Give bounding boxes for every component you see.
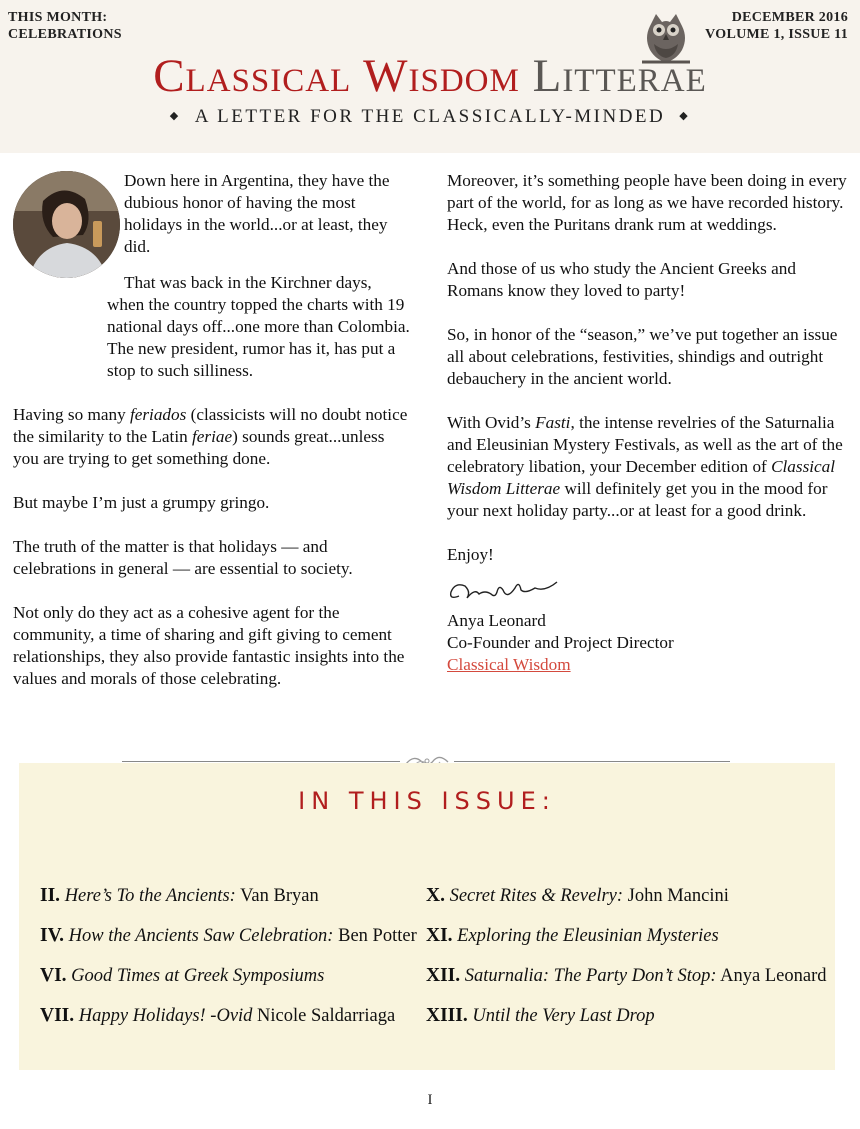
intro-paragraph xyxy=(13,170,413,382)
diamond-icon: ◆ xyxy=(169,110,181,123)
masthead-header xyxy=(0,0,860,153)
ancients-party-paragraph: And those of us who study the Ancient Greeks and Romans know they loved to party! xyxy=(447,259,796,300)
this-month-line1: THIS MONTH: xyxy=(8,10,108,25)
moreover-paragraph: Moreover, it’s something people have been doing in every part of the world, for as long as we have recorded history. Heck, even the Puritans drank rum at weddings. xyxy=(447,171,847,234)
toc-item[interactable]: XII. Saturnalia: The Party Don’t Stop: Anya Leonard xyxy=(426,965,827,986)
letter-right-column xyxy=(447,170,847,676)
masthead-title xyxy=(0,46,860,106)
feriados-term: feriados xyxy=(129,405,187,424)
diamond-icon: ◆ xyxy=(679,110,691,123)
toc-left-column xyxy=(40,876,417,1036)
this-month-label xyxy=(8,9,122,43)
in-this-issue-box xyxy=(19,763,835,1070)
tagline-text: A LETTER FOR THE CLASSICALLY-MINDED xyxy=(194,106,666,127)
title-classical-wisdom: Classical Wisdom xyxy=(153,50,520,102)
page-number: I xyxy=(427,1092,433,1108)
in-this-issue-heading: IN THIS ISSUE: xyxy=(298,787,556,815)
author-role: Co-Founder and Project Director xyxy=(447,633,674,652)
feriae-term: feriae xyxy=(192,427,233,446)
issue-info xyxy=(705,9,848,43)
intro-text-1: Down here in Argentina, they have the dubious honor of having the most holidays in the world...or at least, they did. xyxy=(124,171,390,256)
cohesive-paragraph: Not only do they act as a cohesive agent for the community, a time of sharing and gift giving to cement relationships, they also provide fantastic insights into the values and morals of those celebrating. xyxy=(13,603,405,688)
intro-text-2: That was back in the Kirchner days, when the country topped the charts with 19 national days off...one more than Colombia. The new president, rumor has it, has put a stop to such silliness. xyxy=(107,273,410,380)
issue-date: DECEMBER 2016 xyxy=(731,10,848,25)
this-month-line2: CELEBRATIONS xyxy=(8,27,122,42)
toc-item[interactable]: XI. Exploring the Eleusinian Mysteries xyxy=(426,925,719,946)
toc-item[interactable]: II. Here’s To the Ancients: Van Bryan xyxy=(40,885,319,906)
toc-item[interactable]: X. Secret Rites & Revelry: John Mancini xyxy=(426,885,729,906)
feriados-paragraph: Having so many feriados (classicists will no doubt notice the similarity to the Latin feriae) sounds great...unless you are trying to get something done. xyxy=(13,405,408,468)
toc-item[interactable]: VI. Good Times at Greek Symposiums xyxy=(40,965,325,986)
tagline xyxy=(0,106,860,128)
ovid-paragraph: With Ovid’s Fasti, the intense revelries of the Saturnalia and Eleusinian Mystery Festivals, as well as the art of the celebratory libation, your December edition of Classical Wisdom Litterae will definitely get you in the mood for your next holiday party...or at least for a good drink. xyxy=(447,413,843,520)
season-paragraph: So, in honor of the “season,” we’ve put together an issue all about celebrations, festivities, shindigs and outright debauchery in the ancient world. xyxy=(447,325,838,388)
truth-paragraph: The truth of the matter is that holidays — and celebrations in general — are essential to society. xyxy=(13,537,353,578)
fasti-title: Fasti xyxy=(535,413,571,432)
author-photo xyxy=(13,171,120,278)
letter-left-column xyxy=(13,170,413,712)
classical-wisdom-link[interactable]: Classical Wisdom xyxy=(447,655,571,674)
issue-volume: VOLUME 1, ISSUE 11 xyxy=(705,27,848,42)
enjoy-line: Enjoy! xyxy=(447,545,494,564)
author-name: Anya Leonard xyxy=(447,611,546,630)
grumpy-paragraph: But maybe I’m just a grumpy gringo. xyxy=(13,493,270,512)
toc-item[interactable]: XIII. Until the Very Last Drop xyxy=(426,1005,655,1026)
toc-item[interactable]: IV. How the Ancients Saw Celebration: Ben Potter xyxy=(40,925,417,946)
signature-image xyxy=(445,570,565,608)
title-litterae: Litterae xyxy=(532,50,707,102)
toc-item[interactable]: VII. Happy Holidays! -Ovid Nicole Saldarriaga xyxy=(40,1005,396,1026)
toc-right-column xyxy=(426,876,827,1036)
litterae-title: Classical Wisdom Litterae xyxy=(447,457,836,498)
